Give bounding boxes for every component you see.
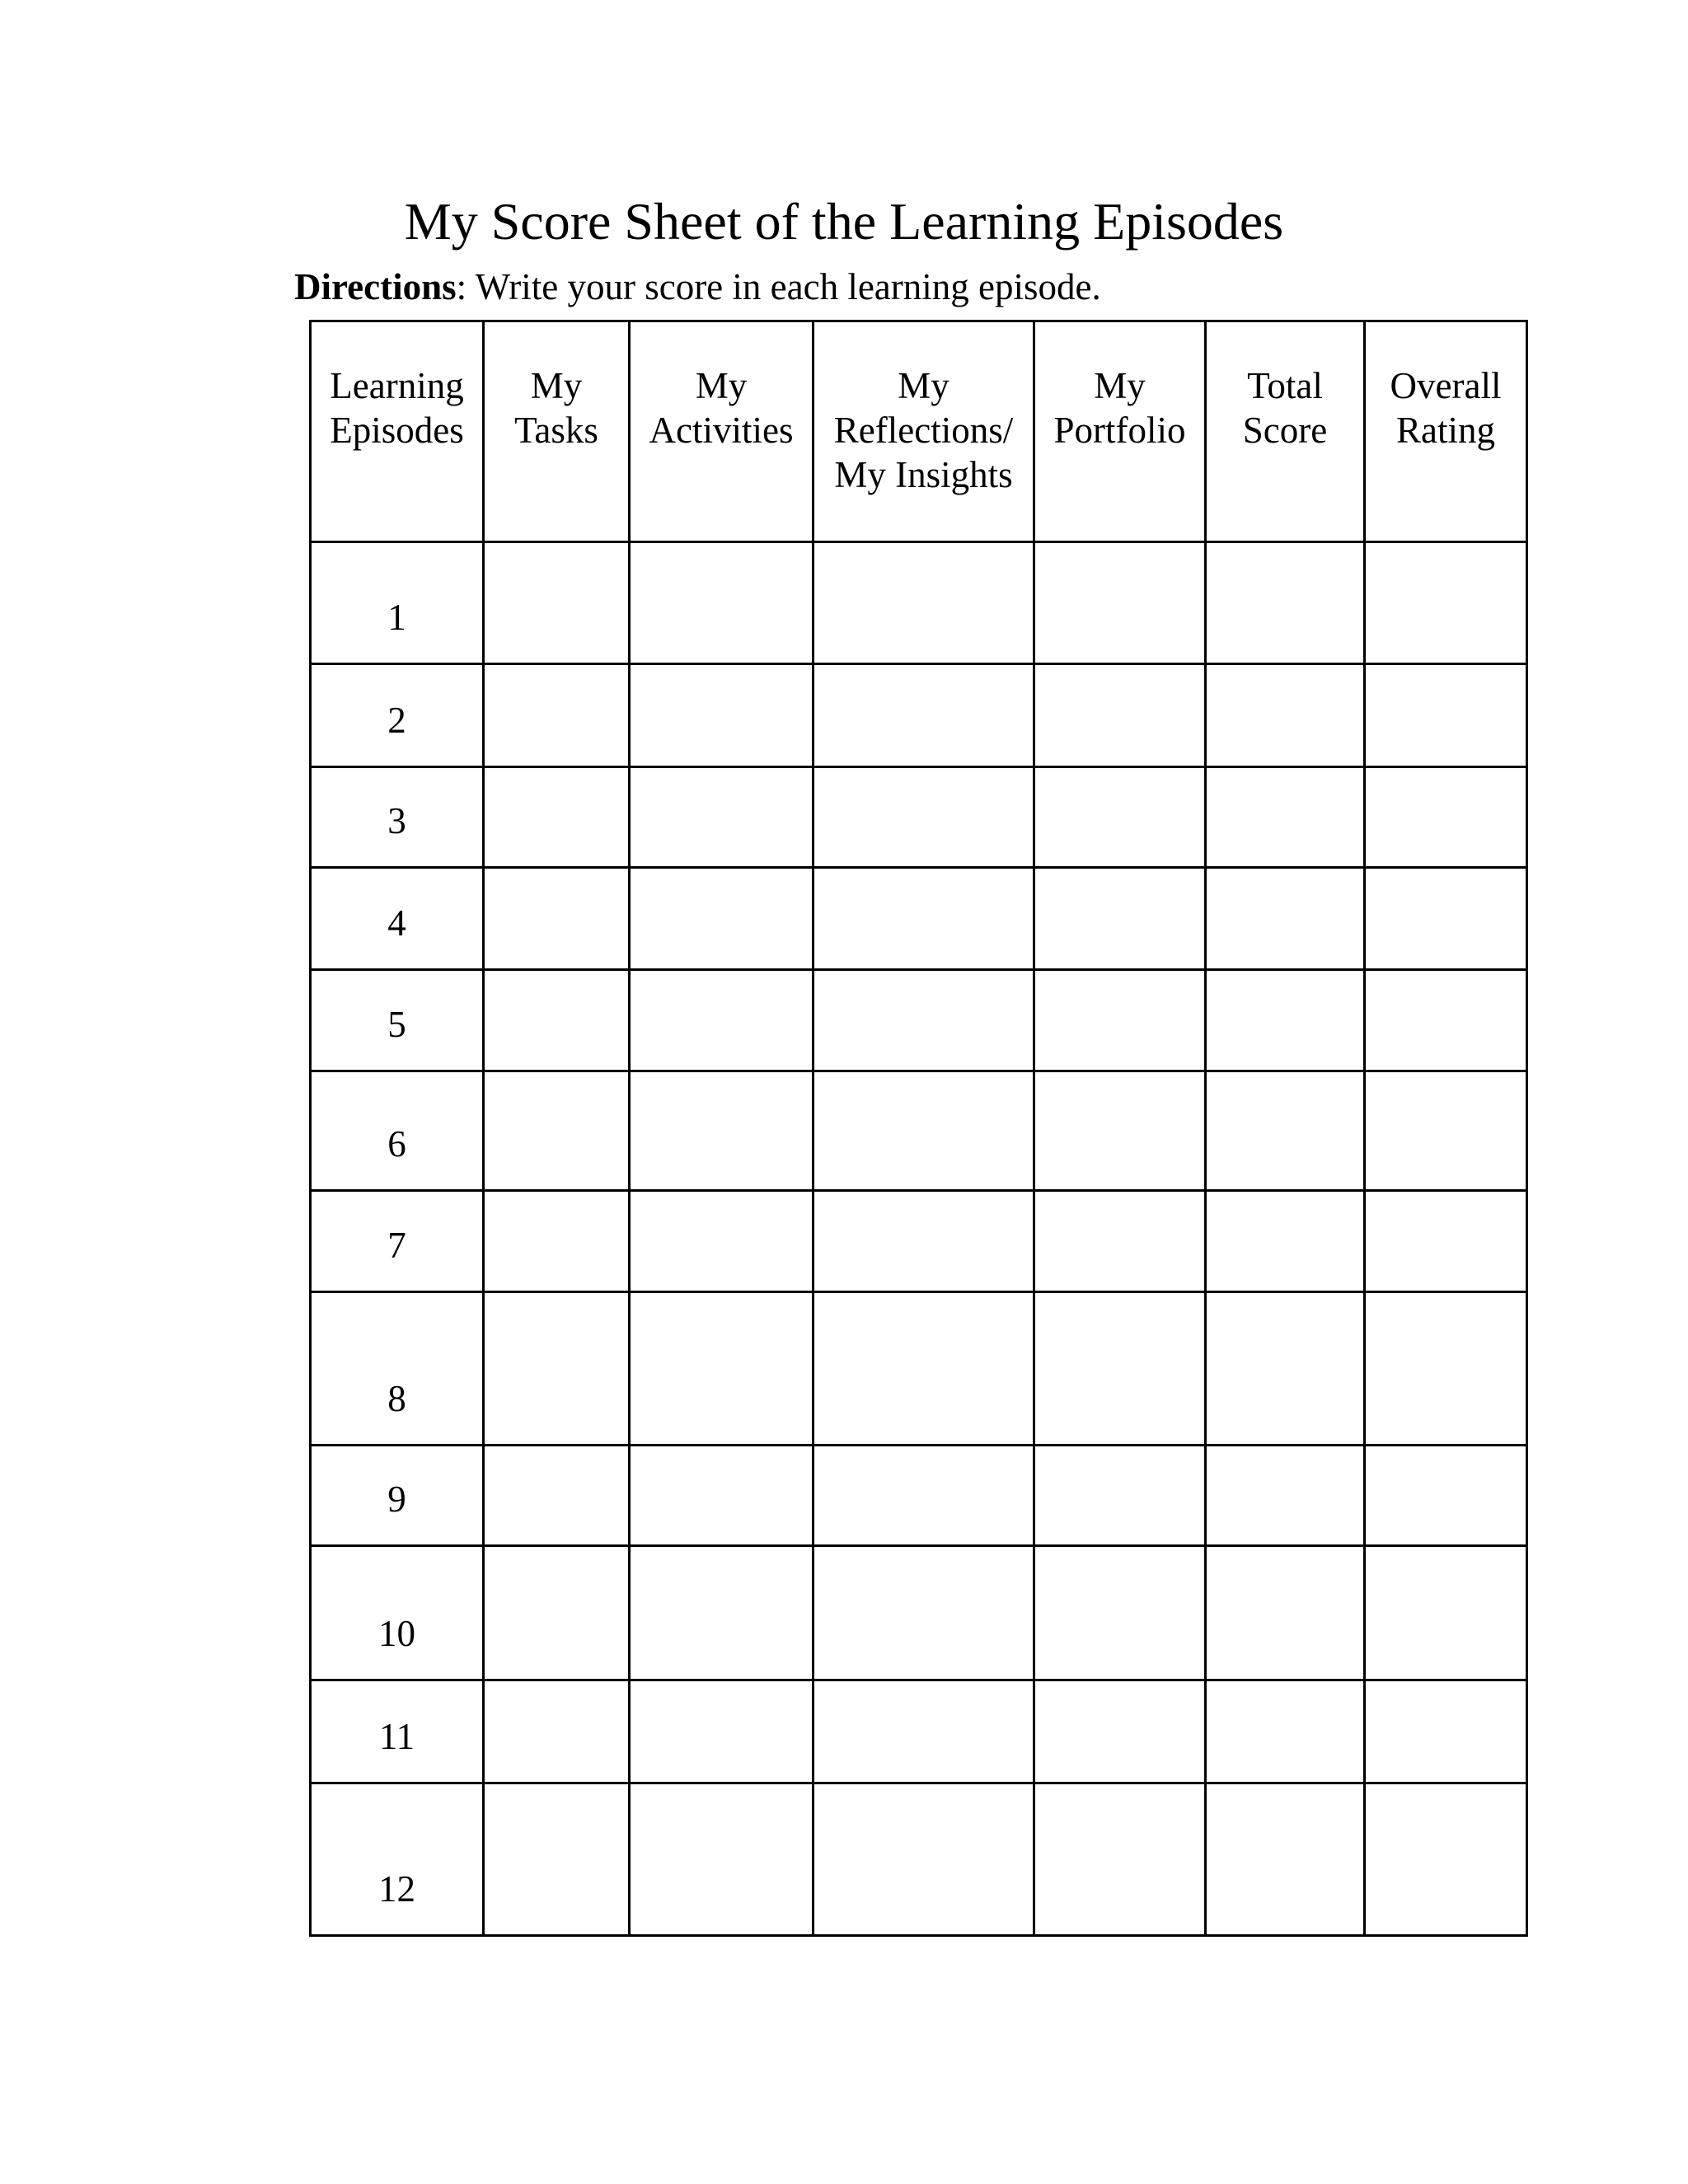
my-reflections-cell[interactable] — [814, 767, 1034, 868]
header-line: My — [1094, 365, 1146, 406]
my-tasks-cell[interactable] — [484, 1680, 630, 1783]
total-score-cell[interactable] — [1206, 1783, 1365, 1936]
my-activities-cell[interactable] — [630, 664, 814, 767]
my-portfolio-cell[interactable] — [1034, 1546, 1206, 1680]
my-tasks-cell[interactable] — [484, 1446, 630, 1546]
header-overall-rating — [1365, 321, 1527, 542]
table-row — [311, 542, 1527, 664]
my-reflections-cell[interactable] — [814, 1292, 1034, 1446]
my-tasks-cell[interactable] — [484, 542, 630, 664]
episode-number: 6 — [311, 1071, 484, 1191]
my-portfolio-cell[interactable] — [1034, 1191, 1206, 1292]
my-reflections-cell[interactable] — [814, 1446, 1034, 1546]
header-learning-episodes — [311, 321, 484, 542]
table-row — [311, 1680, 1527, 1783]
my-tasks-cell[interactable] — [484, 868, 630, 970]
header-my-reflections — [814, 321, 1034, 542]
my-activities-cell[interactable] — [630, 542, 814, 664]
table-row — [311, 970, 1527, 1071]
table-row — [311, 1191, 1527, 1292]
header-my-activities — [630, 321, 814, 542]
overall-rating-cell[interactable] — [1365, 664, 1527, 767]
header-line: Portfolio — [1053, 410, 1186, 451]
my-activities-cell[interactable] — [630, 970, 814, 1071]
episode-number: 10 — [311, 1546, 484, 1680]
my-portfolio-cell[interactable] — [1034, 1783, 1206, 1936]
total-score-cell[interactable] — [1206, 664, 1365, 767]
header-line: Learning — [330, 365, 464, 406]
overall-rating-cell[interactable] — [1365, 1292, 1527, 1446]
overall-rating-cell[interactable] — [1365, 1191, 1527, 1292]
total-score-cell[interactable] — [1206, 1680, 1365, 1783]
my-activities-cell[interactable] — [630, 1292, 814, 1446]
header-line: Rating — [1396, 410, 1495, 451]
my-portfolio-cell[interactable] — [1034, 970, 1206, 1071]
my-portfolio-cell[interactable] — [1034, 1292, 1206, 1446]
my-portfolio-cell[interactable] — [1034, 1071, 1206, 1191]
my-reflections-cell[interactable] — [814, 1071, 1034, 1191]
table-row — [311, 1446, 1527, 1546]
total-score-cell[interactable] — [1206, 868, 1365, 970]
header-line: Reflections/ — [833, 410, 1014, 451]
my-reflections-cell[interactable] — [814, 542, 1034, 664]
my-reflections-cell[interactable] — [814, 1783, 1034, 1936]
total-score-cell[interactable] — [1206, 542, 1365, 664]
total-score-cell[interactable] — [1206, 1446, 1365, 1546]
my-reflections-cell[interactable] — [814, 664, 1034, 767]
score-table — [309, 320, 1528, 1937]
episode-number: 11 — [311, 1680, 484, 1783]
directions-label: Directions — [294, 266, 457, 307]
overall-rating-cell[interactable] — [1365, 970, 1527, 1071]
episode-number: 9 — [311, 1446, 484, 1546]
my-tasks-cell[interactable] — [484, 664, 630, 767]
header-my-tasks — [484, 321, 630, 542]
directions-colon: : — [456, 266, 467, 307]
my-reflections-cell[interactable] — [814, 1546, 1034, 1680]
my-tasks-cell[interactable] — [484, 1783, 630, 1936]
overall-rating-cell[interactable] — [1365, 1680, 1527, 1783]
total-score-cell[interactable] — [1206, 1071, 1365, 1191]
my-activities-cell[interactable] — [630, 767, 814, 868]
header-my-portfolio — [1034, 321, 1206, 542]
overall-rating-cell[interactable] — [1365, 1783, 1527, 1936]
my-tasks-cell[interactable] — [484, 1546, 630, 1680]
page-title: My Score Sheet of the Learning Episodes — [404, 192, 1284, 251]
header-total-score — [1206, 321, 1365, 542]
header-row — [311, 321, 1527, 542]
my-tasks-cell[interactable] — [484, 1191, 630, 1292]
episode-number: 1 — [311, 542, 484, 664]
header-line: Score — [1242, 410, 1328, 451]
my-portfolio-cell[interactable] — [1034, 664, 1206, 767]
my-tasks-cell[interactable] — [484, 1071, 630, 1191]
overall-rating-cell[interactable] — [1365, 1071, 1527, 1191]
my-activities-cell[interactable] — [630, 1783, 814, 1936]
episode-number: 2 — [311, 664, 484, 767]
my-reflections-cell[interactable] — [814, 868, 1034, 970]
header-line: My Insights — [834, 454, 1013, 495]
header-line: Total — [1247, 365, 1323, 406]
directions-text: Write your score in each learning episode. — [467, 266, 1101, 307]
total-score-cell[interactable] — [1206, 970, 1365, 1071]
my-activities-cell[interactable] — [630, 1680, 814, 1783]
header-line: Episodes — [330, 410, 464, 451]
my-portfolio-cell[interactable] — [1034, 1446, 1206, 1546]
directions — [294, 262, 1101, 312]
table-row — [311, 1292, 1527, 1446]
my-reflections-cell[interactable] — [814, 1191, 1034, 1292]
my-portfolio-cell[interactable] — [1034, 767, 1206, 868]
overall-rating-cell[interactable] — [1365, 868, 1527, 970]
my-portfolio-cell[interactable] — [1034, 542, 1206, 664]
episode-number: 3 — [311, 767, 484, 868]
header-line: My — [695, 365, 748, 406]
my-portfolio-cell[interactable] — [1034, 1680, 1206, 1783]
header-line: Activities — [649, 410, 794, 451]
episode-number: 8 — [311, 1292, 484, 1446]
my-activities-cell[interactable] — [630, 1446, 814, 1546]
total-score-cell[interactable] — [1206, 1546, 1365, 1680]
table-row — [311, 1783, 1527, 1936]
overall-rating-cell[interactable] — [1365, 542, 1527, 664]
overall-rating-cell[interactable] — [1365, 1446, 1527, 1546]
my-reflections-cell[interactable] — [814, 970, 1034, 1071]
my-tasks-cell[interactable] — [484, 767, 630, 868]
my-portfolio-cell[interactable] — [1034, 868, 1206, 970]
my-activities-cell[interactable] — [630, 1546, 814, 1680]
header-line: My — [530, 365, 583, 406]
table-row — [311, 1071, 1527, 1191]
my-activities-cell[interactable] — [630, 1191, 814, 1292]
my-tasks-cell[interactable] — [484, 970, 630, 1071]
overall-rating-cell[interactable] — [1365, 767, 1527, 868]
table-row — [311, 664, 1527, 767]
episode-number: 12 — [311, 1783, 484, 1936]
my-activities-cell[interactable] — [630, 868, 814, 970]
total-score-cell[interactable] — [1206, 1191, 1365, 1292]
table-row — [311, 868, 1527, 970]
table-row — [311, 767, 1527, 868]
episode-number: 7 — [311, 1191, 484, 1292]
header-line: Tasks — [514, 410, 598, 451]
episode-number: 4 — [311, 868, 484, 970]
header-line: My — [898, 365, 950, 406]
total-score-cell[interactable] — [1206, 767, 1365, 868]
my-reflections-cell[interactable] — [814, 1680, 1034, 1783]
table-row — [311, 1546, 1527, 1680]
episode-number: 5 — [311, 970, 484, 1071]
my-activities-cell[interactable] — [630, 1071, 814, 1191]
total-score-cell[interactable] — [1206, 1292, 1365, 1446]
overall-rating-cell[interactable] — [1365, 1546, 1527, 1680]
header-line: Overall — [1390, 365, 1502, 406]
my-tasks-cell[interactable] — [484, 1292, 630, 1446]
